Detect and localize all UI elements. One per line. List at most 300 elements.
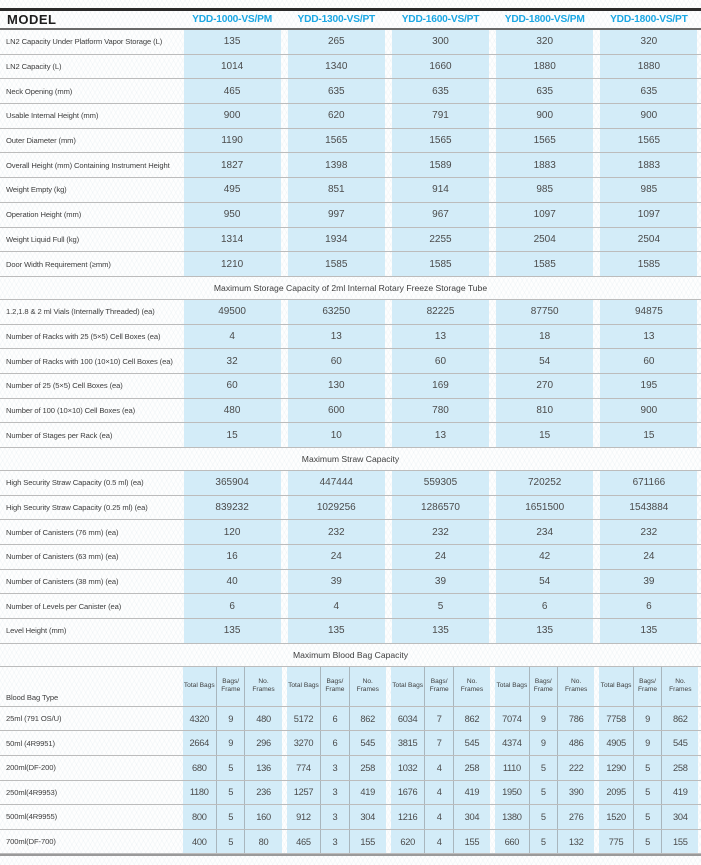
spec-row xyxy=(0,619,701,644)
blood-bag-value-cell: 132 xyxy=(568,836,584,847)
spec-value-cell: 1880 xyxy=(496,55,593,79)
spec-value-cell: 600 xyxy=(288,399,385,423)
spec-value-cell: 265 xyxy=(288,30,385,54)
spec-row xyxy=(0,104,701,129)
blood-bag-value-cell: 9 xyxy=(530,731,558,755)
blood-bag-value-cell: 1520 xyxy=(599,805,634,829)
blood-bag-value-cell: 222 xyxy=(568,762,584,773)
blood-bag-value-group xyxy=(287,781,386,805)
spec-value-cell: 16 xyxy=(184,545,281,569)
blood-bag-value-group xyxy=(599,805,698,829)
blood-bag-value-cell: 419 xyxy=(464,787,480,798)
blood-bag-value-cell: 5 xyxy=(530,756,558,780)
blood-bag-value-cell: 775 xyxy=(599,830,634,854)
blood-bag-value-cell: 7 xyxy=(425,731,453,755)
spec-value-cell: 2255 xyxy=(392,228,489,252)
blood-bag-subheader-cell: Total Bags xyxy=(495,667,530,706)
blood-bag-value-cell: 3 xyxy=(321,830,349,854)
blood-bag-header-row xyxy=(0,667,701,707)
spec-value-cell: 635 xyxy=(496,79,593,103)
blood-bag-value-cell: 3270 xyxy=(287,731,322,755)
blood-bag-value-cell: 774 xyxy=(287,756,322,780)
blood-bag-value-cell: 660 xyxy=(495,830,530,854)
blood-bag-row-label: 250ml(4R9953) xyxy=(6,787,58,797)
blood-bag-value-cell: 6 xyxy=(321,707,349,731)
blood-bag-value-group xyxy=(391,805,490,829)
blood-bag-value-group xyxy=(495,756,594,780)
spec-value-cell: 15 xyxy=(600,423,697,447)
blood-bag-value-cell: 486 xyxy=(568,738,584,749)
blood-bag-subheader-cell: Bags/ Frame xyxy=(530,667,558,706)
blood-bag-value-cell: 1676 xyxy=(391,781,426,805)
spec-value-cell: 1398 xyxy=(288,153,385,177)
spec-value-cell: 914 xyxy=(392,178,489,202)
blood-bag-header-group xyxy=(183,667,282,706)
spec-value-cell: 1565 xyxy=(288,129,385,153)
blood-bag-value-cell: 4905 xyxy=(599,731,634,755)
spec-value-cell: 135 xyxy=(184,30,281,54)
blood-bag-header-group xyxy=(391,667,490,706)
spec-row xyxy=(0,374,701,399)
spec-value-cell: 10 xyxy=(288,423,385,447)
blood-bag-value-cell: 465 xyxy=(287,830,322,854)
spec-row xyxy=(0,496,701,521)
blood-bag-value-cell: 4 xyxy=(425,830,453,854)
spec-label: Number of Canisters (63 mm) (ea) xyxy=(6,552,119,562)
spec-value-cell: 169 xyxy=(392,374,489,398)
blood-bag-value-group xyxy=(183,805,282,829)
blood-bag-value-cell: 155 xyxy=(673,836,688,847)
spec-value-cell: 1660 xyxy=(392,55,489,79)
blood-bag-value-cell: 9 xyxy=(217,707,245,731)
blood-bag-value-cell: 9 xyxy=(530,707,558,731)
spec-value-cell: 24 xyxy=(288,545,385,569)
blood-bag-value-group xyxy=(391,756,490,780)
spec-value-cell: 13 xyxy=(600,325,697,349)
spec-value-cell: 851 xyxy=(288,178,385,202)
spec-value-cell: 60 xyxy=(288,349,385,373)
spec-value-cell: 60 xyxy=(392,349,489,373)
spec-value-cell: 13 xyxy=(288,325,385,349)
spec-value-cell: 54 xyxy=(496,349,593,373)
spec-value-cell: 635 xyxy=(288,79,385,103)
blood-bag-subheader-cell: Bags/ Frame xyxy=(321,667,349,706)
model-header-label: MODEL xyxy=(7,12,57,27)
blood-bag-value-cell: 5 xyxy=(217,830,245,854)
spec-value-cell: 320 xyxy=(600,30,697,54)
spec-label: Operation Height (mm) xyxy=(6,210,82,220)
spec-value-cell: 130 xyxy=(288,374,385,398)
blood-bag-value-group xyxy=(599,707,698,731)
blood-bag-row-label: 700ml(DF-700) xyxy=(6,837,56,847)
spec-label: Level Height (mm) xyxy=(6,626,67,636)
blood-bag-value-group xyxy=(287,830,386,854)
spec-value-cell: 135 xyxy=(600,619,697,643)
spec-value-cell: 135 xyxy=(184,619,281,643)
blood-bag-value-group xyxy=(287,731,386,755)
blood-bag-value-cell: 5 xyxy=(530,781,558,805)
spec-row xyxy=(0,30,701,55)
blood-bag-value-cell: 304 xyxy=(464,811,480,822)
spec-value-cell: 13 xyxy=(392,325,489,349)
blood-bag-value-group xyxy=(183,731,282,755)
blood-bag-value-cell: 545 xyxy=(464,738,480,749)
blood-bag-value-cell: 5 xyxy=(530,805,558,829)
blood-bag-row-label: 200ml(DF-200) xyxy=(6,763,56,773)
spec-value-cell: 24 xyxy=(392,545,489,569)
spec-value-cell: 780 xyxy=(392,399,489,423)
spec-value-cell: 1014 xyxy=(184,55,281,79)
blood-bag-value-cell: 1032 xyxy=(391,756,426,780)
blood-bag-subheader-cell: No. Frames xyxy=(356,678,379,694)
blood-bag-value-group xyxy=(183,756,282,780)
blood-bag-row xyxy=(0,805,701,830)
blood-bag-value-cell: 9 xyxy=(217,731,245,755)
spec-label: Neck Opening (mm) xyxy=(6,86,73,96)
spec-value-cell: 635 xyxy=(600,79,697,103)
blood-bag-value-group xyxy=(183,781,282,805)
spec-value-cell: 49500 xyxy=(184,300,281,324)
blood-bag-subheader-cell: Bags/ Frame xyxy=(425,667,453,706)
spec-row xyxy=(0,252,701,277)
spec-value-cell: 270 xyxy=(496,374,593,398)
blood-bag-value-cell: 862 xyxy=(673,713,688,724)
spec-value-cell: 232 xyxy=(600,520,697,544)
blood-bag-value-cell: 419 xyxy=(360,787,376,798)
blood-bag-value-group xyxy=(183,830,282,854)
blood-bag-subheader-cell: No. Frames xyxy=(460,678,484,694)
spec-value-cell: 1314 xyxy=(184,228,281,252)
spec-value-cell: 2504 xyxy=(600,228,697,252)
spec-row xyxy=(0,153,701,178)
blood-bag-value-cell: 4374 xyxy=(495,731,530,755)
spec-value-cell: 1543884 xyxy=(600,496,697,520)
blood-bag-value-cell: 1257 xyxy=(287,781,322,805)
spec-label: Number of Canisters (76 mm) (ea) xyxy=(6,527,119,537)
blood-bag-value-group xyxy=(599,756,698,780)
spec-label: Overall Height (mm) Containing Instrument Height xyxy=(6,160,170,170)
blood-bag-value-group xyxy=(495,707,594,731)
spec-label: LN2 Capacity Under Platform Vapor Storage (L) xyxy=(6,37,163,47)
blood-bag-value-cell: 680 xyxy=(183,756,218,780)
spec-row xyxy=(0,178,701,203)
blood-bag-value-cell: 5 xyxy=(634,805,662,829)
blood-bag-value-group xyxy=(391,781,490,805)
spec-value-cell: 60 xyxy=(600,349,697,373)
spec-value-cell: 985 xyxy=(496,178,593,202)
blood-bag-value-cell: 5 xyxy=(634,830,662,854)
blood-bag-header-group xyxy=(599,667,698,706)
blood-bag-value-cell: 5 xyxy=(217,756,245,780)
spec-label: Number of Canisters (38 mm) (ea) xyxy=(6,577,119,587)
spec-value-cell: 18 xyxy=(496,325,593,349)
spec-label: Number of Racks with 25 (5×5) Cell Boxes (ea) xyxy=(6,331,161,341)
blood-bag-value-cell: 545 xyxy=(673,738,688,749)
blood-bag-row-label: 500ml(4R9955) xyxy=(6,812,58,822)
blood-bag-value-cell: 6 xyxy=(321,731,349,755)
spec-label: High Security Straw Capacity (0.25 ml) (ea) xyxy=(6,503,148,513)
spec-value-cell: 900 xyxy=(600,399,697,423)
spec-value-cell: 13 xyxy=(392,423,489,447)
spec-value-cell: 1883 xyxy=(600,153,697,177)
spec-value-cell: 87750 xyxy=(496,300,593,324)
blood-bag-value-group xyxy=(287,805,386,829)
blood-bag-type-label: Blood Bag Type xyxy=(6,692,59,702)
section-title: Maximum Storage Capacity of 2ml Internal Rotary Freeze Storage Tube xyxy=(0,277,701,300)
specification-table xyxy=(0,8,701,856)
blood-bag-value-cell: 862 xyxy=(360,713,376,724)
blood-bag-value-cell: 155 xyxy=(464,836,480,847)
spec-value-cell: 465 xyxy=(184,79,281,103)
spec-label: Number of Stages per Rack (ea) xyxy=(6,430,113,440)
blood-bag-value-group xyxy=(391,830,490,854)
spec-value-cell: 1934 xyxy=(288,228,385,252)
blood-bag-value-cell: 786 xyxy=(568,713,584,724)
spec-value-cell: 24 xyxy=(600,545,697,569)
spec-label: 1.2,1.8 & 2 ml Vials (Internally Threaded) (ea) xyxy=(6,307,155,317)
spec-value-cell: 6 xyxy=(496,594,593,618)
spec-value-cell: 839232 xyxy=(184,496,281,520)
spec-value-cell: 950 xyxy=(184,203,281,227)
blood-bag-value-cell: 296 xyxy=(256,738,271,749)
blood-bag-subheader-cell: Total Bags xyxy=(183,667,218,706)
spec-value-cell: 1340 xyxy=(288,55,385,79)
blood-bag-subheader-cell: Total Bags xyxy=(287,667,322,706)
spec-value-cell: 4 xyxy=(288,594,385,618)
blood-bag-value-cell: 7758 xyxy=(599,707,634,731)
spec-value-cell: 135 xyxy=(392,619,489,643)
spec-row xyxy=(0,520,701,545)
spec-value-cell: 63250 xyxy=(288,300,385,324)
spec-value-cell: 1190 xyxy=(184,129,281,153)
blood-bag-value-cell: 5 xyxy=(634,781,662,805)
blood-bag-value-cell: 419 xyxy=(673,787,688,798)
spec-value-cell: 720252 xyxy=(496,471,593,495)
spec-value-cell: 320 xyxy=(496,30,593,54)
spec-value-cell: 900 xyxy=(184,104,281,128)
spec-value-cell: 1585 xyxy=(600,252,697,276)
model-header-cell: YDD-1000-VS/PM xyxy=(192,14,273,25)
spec-label: Weight Empty (kg) xyxy=(6,185,67,195)
spec-value-cell: 1286570 xyxy=(392,496,489,520)
spec-value-cell: 1883 xyxy=(496,153,593,177)
spec-value-cell: 671166 xyxy=(600,471,697,495)
blood-bag-value-cell: 304 xyxy=(673,811,688,822)
model-header-cell: YDD-1300-VS/PT xyxy=(297,14,376,25)
spec-value-cell: 39 xyxy=(392,570,489,594)
spec-value-cell: 94875 xyxy=(600,300,697,324)
blood-bag-row xyxy=(0,781,701,806)
spec-label: Door Width Requirement (≥mm) xyxy=(6,259,111,269)
blood-bag-subheader-cell: No. Frames xyxy=(564,678,588,694)
blood-bag-value-cell: 160 xyxy=(256,811,271,822)
blood-bag-value-cell: 1950 xyxy=(495,781,530,805)
spec-row xyxy=(0,570,701,595)
blood-bag-value-cell: 4 xyxy=(425,805,453,829)
blood-bag-value-cell: 1180 xyxy=(183,781,218,805)
spec-value-cell: 635 xyxy=(392,79,489,103)
spec-row xyxy=(0,228,701,253)
blood-bag-value-cell: 1110 xyxy=(495,756,530,780)
blood-bag-value-cell: 258 xyxy=(360,762,376,773)
spec-value-cell: 15 xyxy=(496,423,593,447)
blood-bag-value-cell: 5 xyxy=(217,805,245,829)
spec-value-cell: 6 xyxy=(184,594,281,618)
blood-bag-value-cell: 3 xyxy=(321,781,349,805)
spec-value-cell: 480 xyxy=(184,399,281,423)
spec-label: Outer Diameter (mm) xyxy=(6,136,76,146)
spec-value-cell: 82225 xyxy=(392,300,489,324)
spec-row xyxy=(0,594,701,619)
blood-bag-row-label: 25ml (791 OS/U) xyxy=(6,714,62,724)
blood-bag-value-cell: 4 xyxy=(425,756,453,780)
spec-value-cell: 54 xyxy=(496,570,593,594)
spec-value-cell: 15 xyxy=(184,423,281,447)
spec-label: Weight Liquid Full (kg) xyxy=(6,234,80,244)
spec-value-cell: 967 xyxy=(392,203,489,227)
blood-bag-value-cell: 9 xyxy=(634,707,662,731)
spec-value-cell: 495 xyxy=(184,178,281,202)
blood-bag-value-cell: 1380 xyxy=(495,805,530,829)
blood-bag-section-title: Maximum Blood Bag Capacity xyxy=(0,644,701,667)
blood-bag-subheader-cell: Total Bags xyxy=(391,667,426,706)
spec-value-cell: 447444 xyxy=(288,471,385,495)
spec-value-cell: 6 xyxy=(600,594,697,618)
spec-row xyxy=(0,79,701,104)
blood-bag-subheader-cell: Bags/ Frame xyxy=(634,667,662,706)
blood-bag-value-group xyxy=(599,731,698,755)
blood-bag-subheader-cell: No. Frames xyxy=(669,678,692,694)
blood-bag-row xyxy=(0,830,701,855)
blood-bag-subheader-cell: No. Frames xyxy=(252,678,275,694)
spec-value-cell: 900 xyxy=(600,104,697,128)
blood-bag-value-cell: 480 xyxy=(256,713,271,724)
blood-bag-value-cell: 155 xyxy=(360,836,376,847)
blood-bag-row xyxy=(0,707,701,732)
blood-bag-value-group xyxy=(599,781,698,805)
spec-value-cell: 791 xyxy=(392,104,489,128)
spec-value-cell: 1589 xyxy=(392,153,489,177)
blood-bag-table xyxy=(0,667,701,857)
spec-value-cell: 232 xyxy=(288,520,385,544)
spec-value-cell: 5 xyxy=(392,594,489,618)
spec-value-cell: 1097 xyxy=(600,203,697,227)
blood-bag-value-group xyxy=(495,731,594,755)
spec-row xyxy=(0,349,701,374)
blood-bag-value-cell: 5 xyxy=(530,830,558,854)
spec-value-cell: 900 xyxy=(496,104,593,128)
model-header-cell: YDD-1800-VS/PT xyxy=(610,14,688,25)
spec-row xyxy=(0,423,701,448)
blood-bag-value-cell: 1290 xyxy=(599,756,634,780)
spec-row xyxy=(0,129,701,154)
spec-value-cell: 1827 xyxy=(184,153,281,177)
blood-bag-row xyxy=(0,731,701,756)
spec-value-cell: 4 xyxy=(184,325,281,349)
spec-value-cell: 135 xyxy=(288,619,385,643)
spec-row xyxy=(0,545,701,570)
spec-value-cell: 195 xyxy=(600,374,697,398)
model-header-cell: YDD-1800-VS/PM xyxy=(504,14,585,25)
blood-bag-header-group xyxy=(495,667,594,706)
blood-bag-value-cell: 258 xyxy=(464,762,480,773)
spec-value-cell: 39 xyxy=(288,570,385,594)
blood-bag-value-group xyxy=(599,830,698,854)
blood-bag-value-cell: 304 xyxy=(360,811,376,822)
blood-bag-subheader-cell: Bags/ Frame xyxy=(217,667,245,706)
spec-value-cell: 40 xyxy=(184,570,281,594)
blood-bag-value-cell: 912 xyxy=(287,805,322,829)
model-header-cell: YDD-1600-VS/PT xyxy=(401,14,480,25)
spec-label: High Security Straw Capacity (0.5 ml) (ea) xyxy=(6,478,144,488)
blood-bag-value-cell: 400 xyxy=(183,830,218,854)
spec-value-cell: 1651500 xyxy=(496,496,593,520)
blood-bag-value-cell: 4 xyxy=(425,781,453,805)
spec-sections xyxy=(0,30,701,644)
blood-bag-row-label: 50ml (4R9951) xyxy=(6,738,55,748)
blood-bag-value-cell: 6034 xyxy=(391,707,426,731)
blood-bag-value-cell: 4320 xyxy=(183,707,218,731)
blood-bag-value-cell: 7074 xyxy=(495,707,530,731)
blood-bag-value-group xyxy=(287,756,386,780)
spec-label: Number of Racks with 100 (10×10) Cell Boxes (ea) xyxy=(6,356,173,366)
blood-bag-value-cell: 545 xyxy=(360,738,376,749)
spec-value-cell: 232 xyxy=(392,520,489,544)
blood-bag-value-cell: 5 xyxy=(634,756,662,780)
spec-value-cell: 985 xyxy=(600,178,697,202)
spec-value-cell: 42 xyxy=(496,545,593,569)
blood-bag-value-group xyxy=(391,731,490,755)
spec-label: Number of 100 (10×10) Cell Boxes (ea) xyxy=(6,405,136,415)
spec-value-cell: 559305 xyxy=(392,471,489,495)
spec-value-cell: 300 xyxy=(392,30,489,54)
blood-bag-value-group xyxy=(287,707,386,731)
spec-value-cell: 135 xyxy=(496,619,593,643)
blood-bag-row xyxy=(0,756,701,781)
blood-bag-value-cell: 236 xyxy=(256,787,271,798)
spec-value-cell: 32 xyxy=(184,349,281,373)
blood-bag-value-group xyxy=(391,707,490,731)
blood-bag-value-cell: 5172 xyxy=(287,707,322,731)
spec-value-cell: 1585 xyxy=(496,252,593,276)
blood-bag-value-cell: 390 xyxy=(568,787,584,798)
spec-value-cell: 1565 xyxy=(392,129,489,153)
blood-bag-value-cell: 258 xyxy=(673,762,688,773)
spec-value-cell: 1210 xyxy=(184,252,281,276)
spec-label: Number of Levels per Canister (ea) xyxy=(6,601,122,611)
blood-bag-header-group xyxy=(287,667,386,706)
blood-bag-value-cell: 5 xyxy=(217,781,245,805)
spec-label: Usable Internal Height (mm) xyxy=(6,111,99,121)
blood-bag-value-cell: 800 xyxy=(183,805,218,829)
spec-value-cell: 60 xyxy=(184,374,281,398)
spec-label: LN2 Capacity (L) xyxy=(6,62,62,72)
spec-label: Number of 25 (5×5) Cell Boxes (ea) xyxy=(6,381,123,391)
spec-value-cell: 1585 xyxy=(288,252,385,276)
spec-value-cell: 1585 xyxy=(392,252,489,276)
blood-bag-value-group xyxy=(495,781,594,805)
spec-row xyxy=(0,203,701,228)
spec-value-cell: 1565 xyxy=(496,129,593,153)
spec-row xyxy=(0,300,701,325)
blood-bag-value-group xyxy=(495,830,594,854)
spec-value-cell: 234 xyxy=(496,520,593,544)
spec-value-cell: 810 xyxy=(496,399,593,423)
blood-bag-subheader-cell: Total Bags xyxy=(599,667,634,706)
spec-value-cell: 997 xyxy=(288,203,385,227)
blood-bag-value-group xyxy=(495,805,594,829)
spec-row xyxy=(0,55,701,80)
